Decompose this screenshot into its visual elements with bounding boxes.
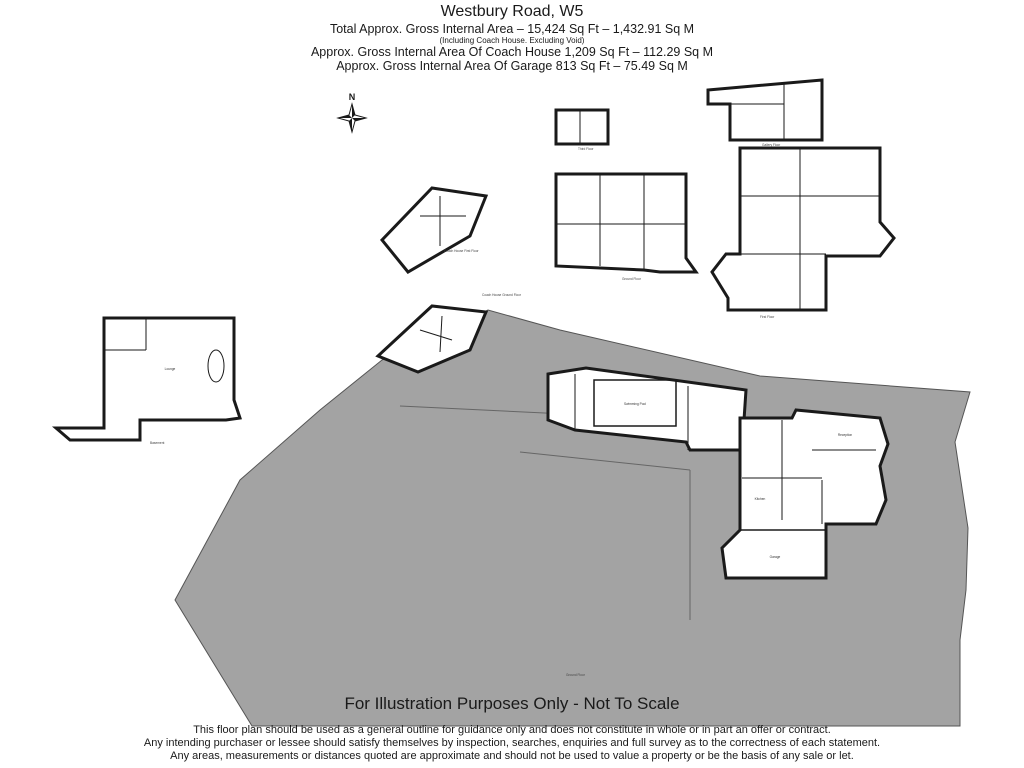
ground-floor-label: Ground Floor [566,673,585,677]
plan-footer [0,692,1024,763]
basement-label: Basement [150,441,165,445]
disclaimer-line-2: Any intending purchaser or lessee should satisfy themselves by inspection, searches, enquiries and full survey as to the correctness of each statement. [143,737,881,749]
coach-house-area-text: Approx. Gross Internal Area Of Coach House 1,209 Sq Ft – 112.29 Sq M [310,45,714,59]
disclaimer-line-3: Any areas, measurements or distances quoted are approximate and should not be used to value a property or be the basis of any sale or let. [170,750,854,762]
third-floor-plan [556,110,608,151]
third-floor-label: Third Floor [578,147,594,151]
reception-label: Reception [837,433,853,437]
disclaimer-line-1: This floor plan should be used as a general outline for guidance only and does not constitute in whole or in part an offer or contract. [193,724,831,736]
compass-rose-icon [338,92,366,132]
gallery-floor-label: Gallery Floor [762,143,781,147]
total-area-text: Total Approx. Gross Internal Area – 15,424 Sq Ft – 1,432.91 Sq M [329,22,695,36]
first-floor-label: First Floor [760,315,775,319]
coach-house-first-floor [382,188,486,272]
north-label: N [348,92,356,102]
garage-area-text: Approx. Gross Internal Area Of Garage 813 Sq Ft – 75.49 Sq M [336,59,688,73]
swimming-pool-label: Swimming Pool [624,402,646,406]
illustration-disclaimer: For Illustration Purposes Only - Not To Scale [344,694,680,713]
property-title: Westbury Road, W5 [440,3,584,20]
garage-label: Garage [769,555,781,559]
coach-house-ground-label: Coach House Ground Floor [482,293,521,297]
coach-house-first-label: Coach House First Floor [444,249,479,253]
total-area-note: (Including Coach House. Excluding Void) [439,36,585,45]
ground-floor-upper-label: Ground Floor [622,277,641,281]
basement-plan [56,318,240,445]
lounge-label: Lounge [164,367,176,371]
first-floor-plan [712,148,894,319]
upper-floor-plan-middle [556,174,696,281]
gallery-floor-plan [708,80,822,147]
kitchen-label: Kitchen [754,497,766,501]
